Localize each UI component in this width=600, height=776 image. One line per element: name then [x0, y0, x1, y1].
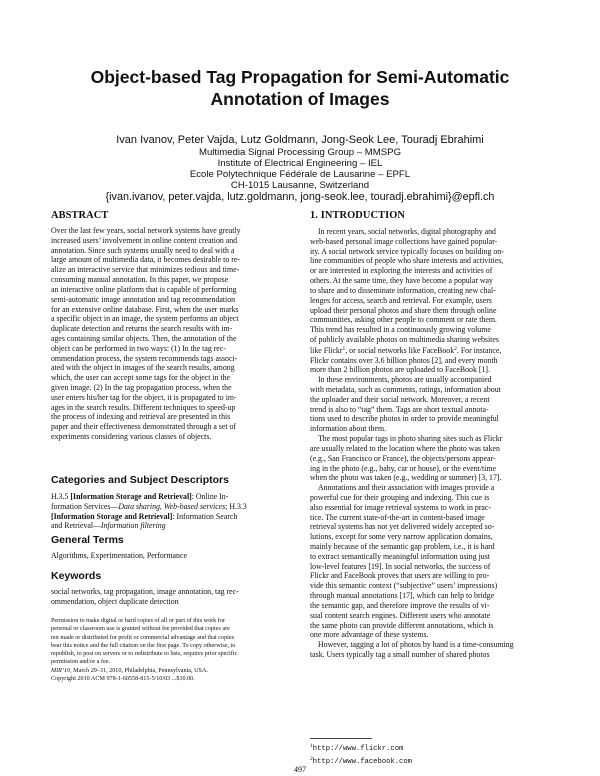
text-line: through manual annotations [17], which can help to bridge	[310, 591, 495, 601]
general-terms-text	[51, 551, 187, 561]
category-name: [Information Storage and Retrieval]	[51, 511, 173, 521]
footnote-url: http://www.flickr.com	[312, 745, 404, 753]
text-line: an interactive online platform that is capable of performing	[51, 284, 237, 294]
introduction-heading: 1. INTRODUCTION	[310, 210, 406, 221]
page-number: 497	[294, 765, 306, 774]
text-line: alize an interactive service that minimizes tedious and time-	[51, 265, 240, 275]
text-line: of publicly available photos on multimedia sharing websites	[310, 334, 499, 344]
footnote-marker: 2	[310, 756, 313, 762]
category-subject: and Retrieval—	[51, 521, 101, 531]
keywords-heading: Keywords	[51, 570, 102, 582]
text-line: a specific object in an image, the system performs an object	[51, 314, 239, 324]
text-line: trend is also to “tag” them. Tags are short textual annota-	[310, 404, 489, 414]
footnote-marker: 1	[342, 345, 346, 352]
text-line: increased users’ involvement in online content creation and	[51, 235, 238, 245]
paper-title	[40, 66, 560, 110]
text-line: the same photo can provide different annotations, which is	[310, 620, 494, 630]
author-block	[40, 134, 560, 204]
copyright-line: Copyright 2010 ACM 978-1-60558-815-5/10/03 ...$10.00.	[51, 676, 195, 683]
text-line: This trend has resulted in a continuously growing volume	[310, 325, 491, 335]
text-line: semi-automatic image annotation and tag recommendation	[51, 294, 236, 304]
notice-line: Permission to make digital or hard copies of all or part of this work for	[51, 618, 225, 624]
text-line: web-based personal image collections have gained popular-	[310, 236, 498, 246]
text-fragment: . For instance,	[456, 345, 502, 355]
text-line: Flickr and FaceBook proves that users are willing to pro-	[310, 571, 490, 581]
category-code: H.3.5	[51, 492, 71, 501]
text-line: given image. (2) In the tag propagation process, when the	[51, 383, 232, 392]
text-line: line communities of people who share interests and activities,	[310, 256, 504, 266]
text-line	[51, 512, 247, 522]
text-fragment: , or social networks like FaceBook	[345, 345, 455, 355]
affiliation-line: Ecole Polytechnique Fédérale de Lausanne – EPFL	[189, 169, 411, 180]
text-line: upload their personal photos and share them through online	[310, 305, 497, 315]
conference-details: , March 29–31, 2010, Philadelphia, Pennsylvania, USA.	[70, 667, 208, 674]
conference-name: MIR’10	[51, 667, 71, 674]
text-line	[51, 502, 247, 512]
text-line: paper and their effectiveness demonstrated through a set of	[51, 422, 236, 432]
author-names: Ivan Ivanov, Peter Vajda, Lutz Goldmann, Jong-Seok Lee, Touradj Ebrahimi	[116, 134, 484, 146]
category-name: [Information Storage and Retrieval]	[70, 492, 192, 501]
text-line: ages in the search results. Different techniques to speed-up	[51, 402, 236, 412]
affiliation-line: Multimedia Signal Processing Group – MMSPG	[198, 147, 402, 158]
footnote-marker: 1	[310, 743, 313, 749]
text-line: communities, asking other people to comment or rate them.	[310, 315, 497, 325]
text-line: others. At the same time, they have become a popular way	[310, 276, 493, 286]
paper-title-line-1: Object-based Tag Propagation for Semi-Automatic	[90, 67, 510, 87]
affiliation-line: CH-1015 Lausanne, Switzerland	[230, 180, 370, 191]
general-terms-heading: General Terms	[51, 534, 124, 546]
abstract-heading: ABSTRACT	[51, 210, 109, 221]
notice-line: bear this notice and the full citation on the first page. To copy otherwise, to	[51, 642, 236, 649]
text-fragment: like Flickr	[310, 345, 343, 355]
text-line: In these environments, photos are usually accompanied	[318, 375, 492, 385]
text-line: one more advantage of these systems.	[310, 630, 429, 640]
text-line: consuming manual annotation. In this paper, we propose	[51, 275, 229, 285]
text-line: low-level features [19]. In social networks, the success of	[310, 561, 491, 571]
abstract-text	[51, 226, 241, 442]
footnote-marker: 2	[454, 345, 457, 352]
text-line: with metadata, such as comments, ratings, information about	[310, 385, 501, 394]
text-line: social networks, tag propagation, image annotation, tag rec-	[51, 587, 239, 596]
text-line: experiments considering various classes of objects.	[51, 432, 212, 442]
notice-line: not made or distributed for profit or commercial advantage and that copies	[51, 634, 234, 641]
text-line: Annotations and their association with images provide a	[318, 483, 495, 493]
paper-title-line-2: Annotation of Images	[210, 89, 390, 109]
category-code: ; H.3.3	[225, 501, 247, 511]
text-line: ommendation, object duplicate detection	[51, 596, 179, 606]
text-line: ages containing similar objects. Then, the annotation of the	[51, 333, 237, 343]
category-descriptor: Information filtering	[100, 521, 166, 531]
category-descriptor: Data sharing, Web-based services	[118, 501, 226, 511]
text-line: the process of indexing and retrieval are presented in this	[51, 412, 231, 422]
category-subject: : Information Search	[172, 511, 238, 521]
text-line: In recent years, social networks, digital photography and	[318, 227, 496, 236]
footnotes	[310, 741, 412, 767]
author-emails: {ivan.ivanov, peter.vajda, lutz.goldmann, jong-seok.lee, touradj.ebrahimi}@epfl.ch	[105, 191, 495, 203]
category-subject: : Online In-	[191, 492, 229, 501]
text-line: Algorithms, Experimentation, Performance	[51, 551, 187, 560]
text-line: tice. The current state-of-the-art in content-based image	[310, 512, 485, 522]
text-line: annotation. Since such systems usually need to deal with a	[51, 245, 235, 255]
text-line	[51, 521, 247, 531]
conference-line	[51, 667, 300, 675]
text-line: ated with the object in images of the search results, among	[51, 363, 235, 373]
text-line: The most popular tags in photo sharing sites such as Flickr	[318, 434, 503, 444]
text-line: information about them.	[310, 424, 387, 434]
text-line	[51, 492, 247, 502]
notice-line: personal or classroom use is granted without fee provided that copies are	[51, 626, 230, 633]
text-line: to extract semantically meaningful information using just	[310, 551, 490, 561]
text-line: object can be performed in two ways: (1) In the tag rec-	[51, 343, 226, 353]
text-line: or are interested in exploring the interests and activities of	[310, 266, 493, 276]
text-line: to share and to disseminate information, creating new chal-	[310, 285, 496, 295]
text-line: duplicate detection and returns the search results with im-	[51, 324, 233, 334]
notice-line: permission and/or a fee.	[51, 659, 110, 666]
text-line: the uploader and their social network. Moreover, a recent	[310, 394, 490, 404]
footnote-url: http://www.facebook.com	[312, 758, 412, 766]
category-subject: formation Services—	[51, 501, 119, 511]
text-line: which, the user can accept some tags for the object in the	[51, 373, 231, 383]
introduction-text	[310, 227, 514, 660]
text-line: are usually related to the location where the photo was taken	[310, 443, 500, 453]
text-line: user enters his/her tag for the object, it is propagated to im-	[51, 392, 237, 402]
text-line: more than 2 billion photos are uploaded to FaceBook [1].	[310, 365, 490, 375]
categories-text	[51, 492, 247, 531]
text-line: vide this semantic context (“subjective” users’ impressions)	[310, 581, 498, 591]
footnote-1	[310, 741, 412, 754]
categories-heading: Categories and Subject Descriptors	[51, 474, 229, 486]
text-line: ing in the photo (e.g., baby, car or house), or the event/time	[310, 463, 496, 473]
text-line: for an extensive online database. First, when the user marks	[51, 304, 239, 314]
text-line: mainly because of the semantic gap problem, i.e., it is hard	[310, 542, 495, 551]
text-line: powerful cue for their grouping and indexing. This cue is	[310, 492, 490, 502]
text-line: lenges for access, search and retrieval. For example, users	[310, 295, 492, 305]
footnote-divider	[310, 738, 372, 739]
text-line: ity. A social network service typically focuses on building on-	[310, 246, 504, 256]
text-line: retrieval systems has not yet delivered widely accepted so-	[310, 522, 495, 532]
text-line: (e.g., San Francisco or France), the objects/persons appear-	[310, 453, 496, 463]
keywords-text	[51, 587, 239, 607]
notice-line: republish, to post on servers or to redistribute to lists, requires prior specific	[51, 651, 238, 658]
text-line: when the photo was taken (e.g., wedding or summer) [3, 17].	[310, 473, 502, 483]
text-line: sual content search engines. Different users who annotate	[310, 610, 491, 620]
affiliation-line: Institute of Electrical Engineering – IEL	[217, 158, 383, 169]
text-line: large amount of multimedia data, it becomes desirable to re-	[51, 255, 240, 265]
permission-notice	[51, 617, 300, 683]
text-line: However, tagging a lot of photos by hand is a time-consuming	[318, 640, 514, 650]
text-line: lutions, except for some very narrow application domains,	[310, 532, 493, 542]
text-line: ommendation process, the system recommends tags associ-	[51, 353, 238, 363]
text-line: Over the last few years, social network systems have greatly	[51, 226, 241, 235]
text-line: the semantic gap, and therefore improve the results of vi-	[310, 600, 490, 610]
text-line	[310, 345, 514, 356]
text-line: also essential for image retrieval systems to work in prac-	[310, 502, 492, 512]
text-line: tions used to describe photos in order to provide meaningful	[310, 414, 499, 424]
text-line: Flickr contains over 3.6 billion photos [2], and every month	[310, 355, 498, 365]
text-line: task. Users typically tag a small number of shared photos	[310, 649, 490, 659]
